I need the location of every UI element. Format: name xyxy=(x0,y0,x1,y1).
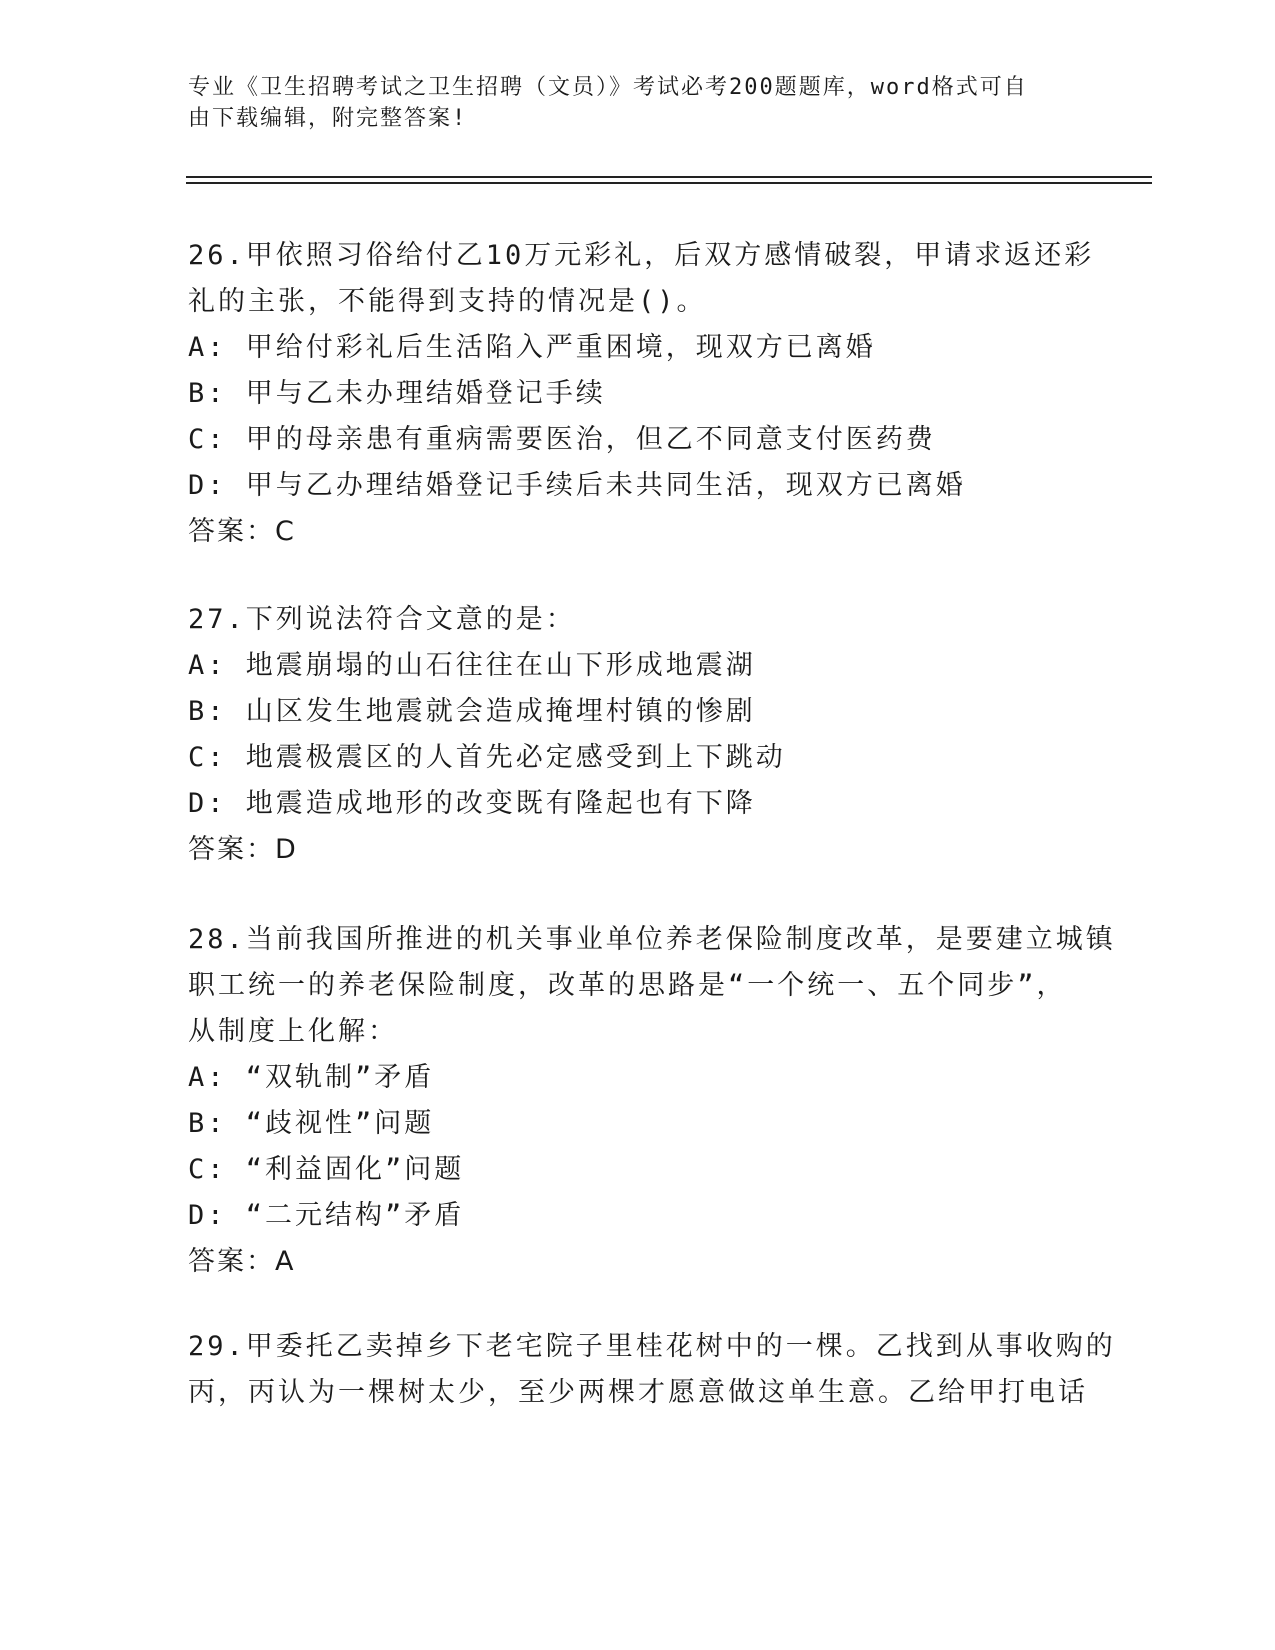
header-divider-bottom xyxy=(186,182,1152,184)
question-27 xyxy=(188,597,1078,873)
question-29 xyxy=(188,1324,1116,1416)
question-stem-line: 职工统一的养老保险制度，改革的思路是“一个统一、五个同步”， xyxy=(188,970,1067,1001)
question-stem-line: 礼的主张，不能得到支持的情况是()。 xyxy=(188,286,707,317)
option-a: A: 地震崩塌的山石往往在山下形成地震湖 xyxy=(188,650,756,681)
header-line-1: 专业《卫生招聘考试之卫生招聘（文员）》考试必考200题题库，word格式可自 xyxy=(188,75,1028,100)
answer: 答案：A xyxy=(188,1246,296,1277)
option-a: A: 甲给付彩礼后生活陷入严重困境，现双方已离婚 xyxy=(188,332,876,363)
question-stem-line: 从制度上化解： xyxy=(188,1016,398,1047)
question-stem-line: 27.下列说法符合文意的是： xyxy=(188,604,576,635)
option-d: D: 地震造成地形的改变既有隆起也有下降 xyxy=(188,788,756,819)
option-c: C: 甲的母亲患有重病需要医治，但乙不同意支付医药费 xyxy=(188,424,936,455)
header-line-2: 由下载编辑，附完整答案! xyxy=(188,106,468,131)
option-b: B: 甲与乙未办理结婚登记手续 xyxy=(188,378,606,409)
question-stem-line: 丙，丙认为一棵树太少，至少两棵才愿意做这单生意。乙给甲打电话 xyxy=(188,1377,1088,1408)
header-divider-top xyxy=(186,176,1152,178)
answer: 答案：D xyxy=(188,834,298,865)
option-a: A: “双轨制”矛盾 xyxy=(188,1062,435,1093)
option-c: C: “利益固化”问题 xyxy=(188,1154,465,1185)
question-stem-line: 28.当前我国所推进的机关事业单位养老保险制度改革，是要建立城镇 xyxy=(188,924,1116,955)
option-b: B: “歧视性”问题 xyxy=(188,1108,435,1139)
option-c: C: 地震极震区的人首先必定感受到上下跳动 xyxy=(188,742,786,773)
answer: 答案：C xyxy=(188,516,296,547)
question-28 xyxy=(188,917,1116,1285)
question-stem-line: 26.甲依照习俗给付乙10万元彩礼，后双方感情破裂，甲请求返还彩 xyxy=(188,240,1095,271)
option-d: D: “二元结构”矛盾 xyxy=(188,1200,465,1231)
question-stem-line: 29.甲委托乙卖掉乡下老宅院子里桂花树中的一棵。乙找到从事收购的 xyxy=(188,1331,1116,1362)
option-b: B: 山区发生地震就会造成掩埋村镇的惨剧 xyxy=(188,696,756,727)
option-d: D: 甲与乙办理结婚登记手续后未共同生活，现双方已离婚 xyxy=(188,470,966,501)
question-26 xyxy=(188,233,1095,555)
document-header xyxy=(188,72,1068,134)
